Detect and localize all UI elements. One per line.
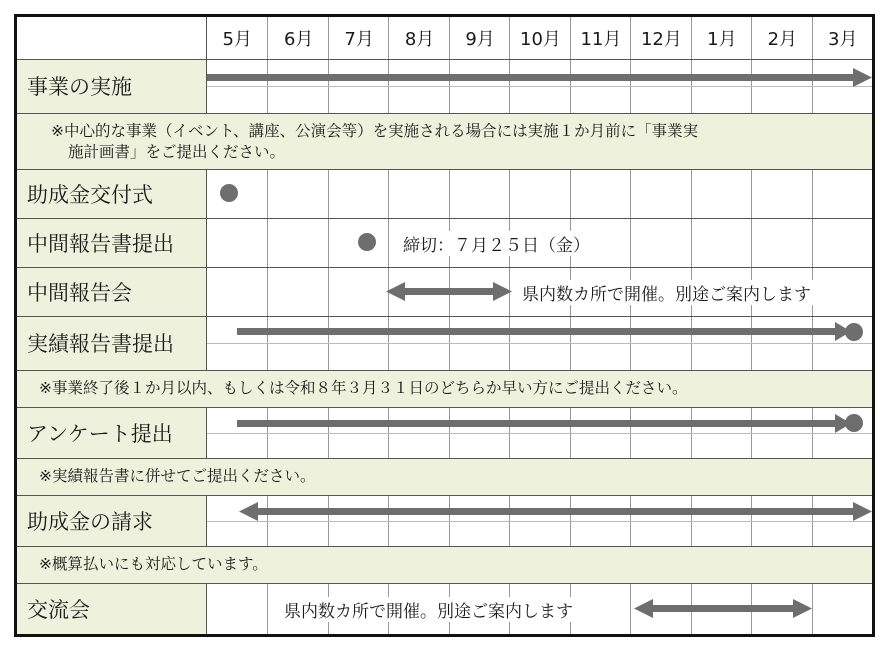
row-divider xyxy=(17,546,872,547)
sub-divider xyxy=(207,86,872,87)
row-label: アンケート提出 xyxy=(17,407,207,458)
note-text: ※事業終了後１か月以内、もしくは令和８年３月３１日のどちらか早い方にご提出ください。 xyxy=(17,370,872,407)
month-cell xyxy=(267,267,328,316)
month-cell xyxy=(449,267,510,316)
month-cell xyxy=(630,169,691,218)
row-jisseki xyxy=(17,316,872,370)
row-divider xyxy=(17,218,872,219)
note-enquete xyxy=(17,458,872,495)
row-label: 助成金交付式 xyxy=(17,169,207,218)
note-text xyxy=(17,113,872,169)
header-corner xyxy=(17,17,207,59)
month-cell xyxy=(812,218,873,267)
sub-divider xyxy=(207,433,872,434)
month-cell xyxy=(630,583,691,634)
month-header-cell xyxy=(751,17,812,59)
month-cell xyxy=(812,267,873,316)
month-cell xyxy=(751,169,812,218)
month-header-cell xyxy=(328,17,389,59)
month-cell xyxy=(630,218,691,267)
month-label: 9月 xyxy=(465,29,495,50)
month-label: 1月 xyxy=(707,29,737,50)
month-cell xyxy=(691,583,752,634)
schedule-table xyxy=(14,14,875,637)
row-divider xyxy=(17,583,872,584)
row-divider xyxy=(17,113,872,114)
month-cell xyxy=(812,583,873,634)
header-row xyxy=(17,17,872,59)
row-label: 助成金の請求 xyxy=(17,495,207,546)
sub-divider xyxy=(207,343,872,344)
row-seikyu xyxy=(17,495,872,546)
row-divider xyxy=(17,59,872,60)
sub-divider xyxy=(207,521,872,522)
month-cell xyxy=(207,169,267,218)
month-header xyxy=(207,17,872,59)
row-grid xyxy=(207,169,872,218)
month-header-cell xyxy=(812,17,873,59)
month-label: 11月 xyxy=(580,29,622,50)
row-label: 事業の実施 xyxy=(17,59,207,113)
row-divider xyxy=(17,495,872,496)
month-header-cell xyxy=(570,17,631,59)
row-grid xyxy=(207,59,872,113)
month-cell xyxy=(328,169,389,218)
month-label: 12月 xyxy=(640,29,682,50)
koryu-note: 県内数カ所で開催。別途ご案内します xyxy=(282,597,575,622)
month-label: 5月 xyxy=(222,29,252,50)
row-label: 中間報告会 xyxy=(17,267,207,316)
month-label: 8月 xyxy=(404,29,435,50)
row-divider xyxy=(17,169,872,170)
month-cell xyxy=(691,169,752,218)
row-kofu xyxy=(17,169,872,218)
month-header-cell xyxy=(388,17,449,59)
row-divider xyxy=(17,407,872,408)
note-line: ※中心的な事業（イベント、講座、公演会等）を実施される場合には実施１か月前に「事業実 xyxy=(51,122,699,140)
note-text: ※実績報告書に併せてご提出ください。 xyxy=(17,458,872,495)
month-cell xyxy=(328,218,389,267)
month-cell xyxy=(812,169,873,218)
month-label: 2月 xyxy=(767,29,798,50)
month-header-cell xyxy=(449,17,510,59)
month-header-cell xyxy=(630,17,691,59)
note-seikyu xyxy=(17,546,872,583)
month-cell xyxy=(328,267,389,316)
note-jisseki xyxy=(17,370,872,407)
row-divider xyxy=(17,458,872,459)
month-cell xyxy=(751,583,812,634)
month-cell xyxy=(267,169,328,218)
note-jigyo xyxy=(17,113,872,169)
row-divider xyxy=(17,267,872,268)
month-header-cell xyxy=(691,17,752,59)
month-cell xyxy=(751,218,812,267)
month-label: 7月 xyxy=(344,29,374,50)
row-label: 実績報告書提出 xyxy=(17,316,207,370)
month-header-cell xyxy=(267,17,328,59)
row-grid xyxy=(207,495,872,546)
month-cell xyxy=(449,169,510,218)
note-line: 施計画書」をご提出ください。 xyxy=(68,143,286,161)
month-label: 6月 xyxy=(283,29,314,50)
month-label: 3月 xyxy=(828,29,858,50)
chukankai-note: 県内数カ所で開催。別途ご案内します xyxy=(520,280,813,305)
month-cell xyxy=(509,169,570,218)
row-enquete xyxy=(17,407,872,458)
note-text: ※概算払いにも対応しています。 xyxy=(17,546,872,583)
month-cell xyxy=(207,267,267,316)
row-divider xyxy=(17,316,872,317)
month-cell xyxy=(691,218,752,267)
row-jigyo xyxy=(17,59,872,113)
chukan-deadline: 締切：７月２５日（金） xyxy=(401,231,592,256)
month-cell xyxy=(570,169,631,218)
row-divider xyxy=(17,370,872,371)
month-cell xyxy=(267,218,328,267)
row-grid xyxy=(207,407,872,458)
row-grid xyxy=(207,316,872,370)
month-label: 10月 xyxy=(520,29,561,50)
month-header-cell xyxy=(509,17,570,59)
month-cell xyxy=(207,583,267,634)
month-cell xyxy=(570,583,631,634)
row-label: 交流会 xyxy=(17,583,207,634)
month-cell xyxy=(388,267,449,316)
row-label: 中間報告書提出 xyxy=(17,218,207,267)
month-header-cell xyxy=(207,17,267,59)
month-cell xyxy=(388,169,449,218)
month-cell xyxy=(207,218,267,267)
